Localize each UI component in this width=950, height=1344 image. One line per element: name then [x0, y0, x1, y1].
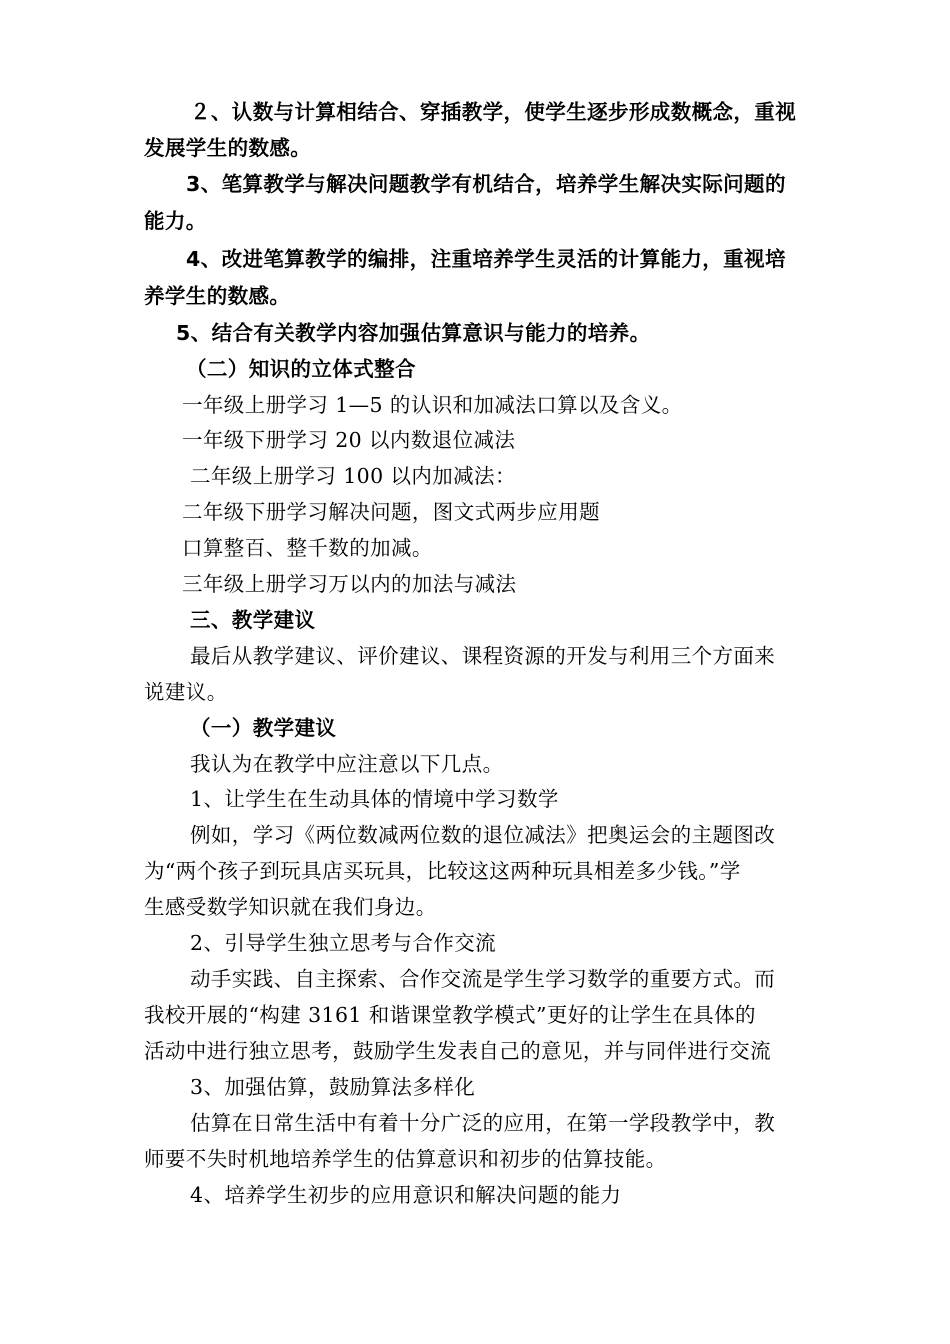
text-line: 1、让学生在生动具体的情境中学习数学	[190, 787, 559, 811]
text-line: 例如，学习《两位数减两位数的退位减法》把奥运会的主题图改	[190, 823, 776, 847]
text-line: 活动中进行独立思考，鼓励学生发表自己的意见，并与同伴进行交流	[144, 1039, 771, 1063]
text-line: 5、结合有关教学内容加强估算意识与能力的培养。	[176, 321, 651, 345]
text-line: 为“两个孩子到玩具店买玩具，比较这这两种玩具相差多少钱。”学	[144, 859, 741, 883]
text-line: 能力。	[144, 209, 207, 233]
text-line: ２、认数与计算相结合、穿插教学，使学生逐步形成数概念，重视	[190, 100, 797, 124]
text-line: 一年级下册学习 20 以内数退位减法	[182, 428, 516, 452]
text-line: 动手实践、自主探索、合作交流是学生学习数学的重要方式。而	[190, 967, 776, 991]
text-line: 3、加强估算，鼓励算法多样化	[190, 1075, 476, 1099]
text-line: 估算在日常生活中有着十分广泛的应用，在第一学段教学中，教	[190, 1111, 776, 1135]
text-line: 2、引导学生独立思考与合作交流	[190, 931, 497, 955]
text-line: 说建议。	[144, 680, 228, 704]
text-line: 3、笔算教学与解决问题教学有机结合，培养学生解决实际问题的	[186, 172, 786, 196]
text-line: 一年级上册学习 1—5 的认识和加减法口算以及含义。	[182, 393, 683, 417]
text-line: 二年级上册学习 100 以内加减法：	[190, 464, 516, 488]
text-line: 养学生的数感。	[144, 284, 291, 308]
section-heading: （一）教学建议	[190, 716, 337, 740]
text-line: 二年级下册学习解决问题，图文式两步应用题	[182, 500, 600, 524]
text-line: 我校开展的“构建 3161 和谐课堂教学模式”更好的让学生在具体的	[144, 1003, 756, 1027]
text-line: 三年级上册学习万以内的加法与减法	[182, 572, 517, 596]
text-line: 4、改进笔算教学的编排，注重培养学生灵活的计算能力，重视培	[186, 247, 786, 271]
section-heading: 三、教学建议	[190, 608, 316, 632]
text-line: 发展学生的数感。	[144, 136, 312, 160]
text-line: 我认为在教学中应注意以下几点。	[190, 752, 504, 776]
text-line: 4、培养学生初步的应用意识和解决问题的能力	[190, 1183, 622, 1207]
section-heading: （二）知识的立体式整合	[186, 357, 416, 381]
text-line: 生感受数学知识就在我们身边。	[144, 895, 437, 919]
text-line: 师要不失时机地培养学生的估算意识和初步的估算技能。	[144, 1147, 667, 1171]
text-line: 最后从教学建议、评价建议、课程资源的开发与利用三个方面来	[190, 644, 776, 668]
text-line: 口算整百、整千数的加减。	[182, 536, 433, 560]
